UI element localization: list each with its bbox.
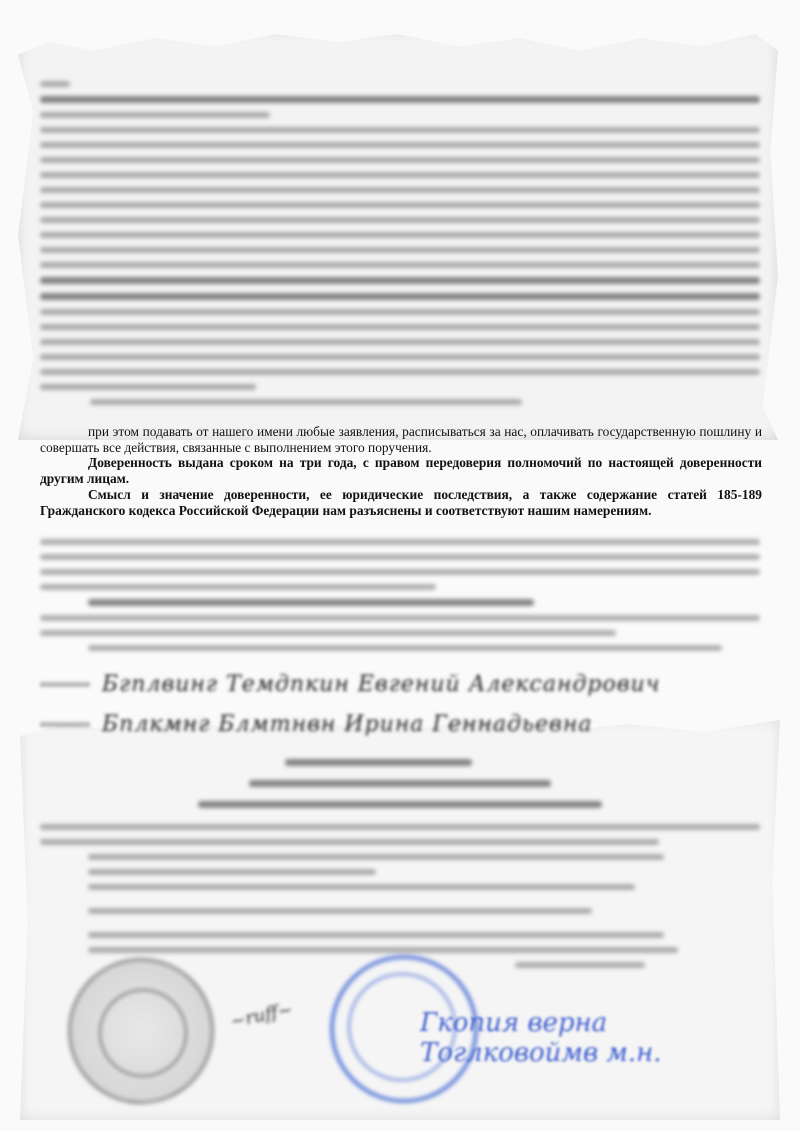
paragraph-meaning [40,487,762,519]
paragraph-duties-text: при этом подавать от нашего имени любые заявления, расписываться за нас, оплачивать государственную пошлину и совершать все действия, связанные с выполнением этого поручения. [40,424,762,455]
copy-certification-note [420,1008,662,1068]
copy-certification-line2: Тоглковоймв м.н. [420,1038,662,1068]
blurred-notary-block [40,750,760,968]
copy-certification-line1: Гкопия верна [420,1008,608,1038]
signature-label-first [40,682,90,687]
blurred-text-middle [40,530,760,651]
paragraph-term-text: Доверенность выдана сроком на три года, с правом передоверия полномочий по настоящей доверенности другим лицам. [40,455,762,486]
signature-row-second [40,712,760,737]
paragraph-duties [40,424,762,456]
signature-second: Бплкмнг Блмтнвн Ирина Геннадьевна [102,712,593,737]
signature-first: Бгплвинг Темдпкин Евгений Александрович [102,672,661,697]
paragraph-meaning-text: Смысл и значение доверенности, ее юридические последствия, а также содержание статей 185-189 Гражданского кодекса Российской Федерации нам разъяснены и соответствуют нашим намерениям. [40,487,762,518]
signature-row-first [40,672,760,697]
blurred-text-upper [40,72,760,405]
notary-seal [68,958,214,1104]
signature-label-second [40,722,90,727]
notary-signature: ~ruff~ [228,998,295,1033]
paragraph-term [40,455,762,487]
notary-seal-emblem [99,989,187,1077]
